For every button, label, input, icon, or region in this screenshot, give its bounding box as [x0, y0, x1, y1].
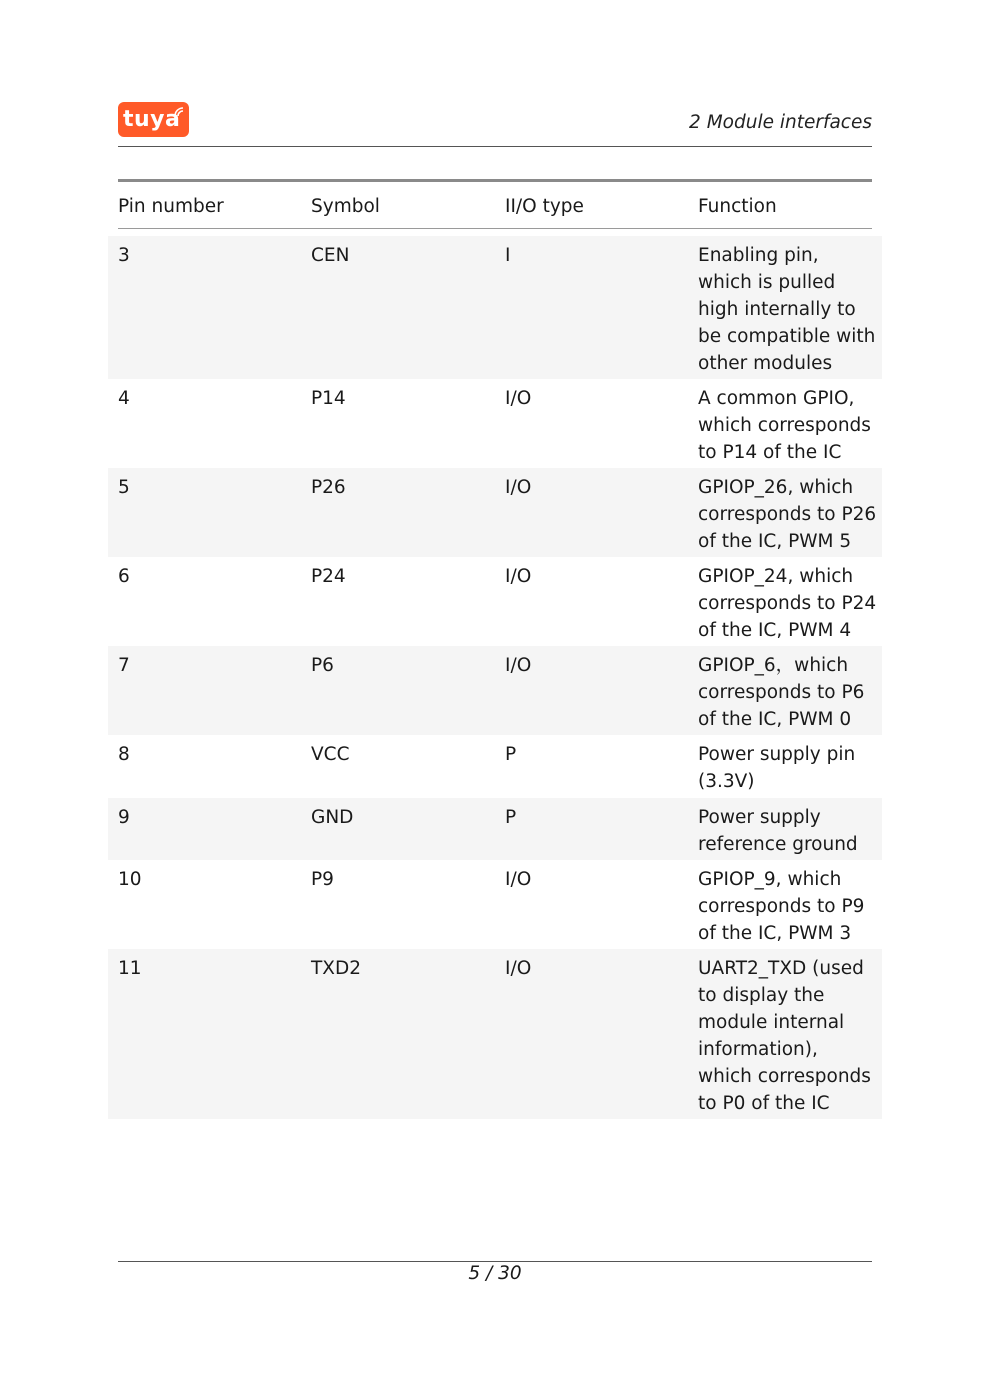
pin-cell: 10	[118, 869, 142, 890]
function-cell: A common GPIO, which corresponds to P14 of the IC	[698, 388, 871, 463]
pin-cell: 5	[118, 477, 130, 498]
io-type-cell: I/O	[505, 477, 532, 498]
pin-cell: 7	[118, 655, 130, 676]
table-row	[108, 949, 882, 1119]
table-row	[108, 798, 882, 860]
table-body	[108, 236, 882, 1119]
table-row	[108, 236, 882, 379]
column-header-io-type: II/O type	[505, 196, 584, 217]
pin-cell: 8	[118, 744, 130, 765]
symbol-cell: VCC	[311, 744, 350, 765]
symbol-cell: TXD2	[311, 958, 361, 979]
table-row	[108, 557, 882, 646]
symbol-cell: P14	[311, 388, 346, 409]
footer-rule	[118, 1261, 872, 1262]
io-type-cell: I/O	[505, 958, 532, 979]
io-type-cell: P	[505, 744, 517, 765]
symbol-cell: P9	[311, 869, 334, 890]
io-type-cell: I	[505, 245, 511, 266]
table-row	[108, 646, 882, 735]
logo-text: tuya	[123, 107, 181, 132]
function-cell: GPIOP_26, which corresponds to P26 of the IC, PWM 5	[698, 477, 877, 552]
symbol-cell: P6	[311, 655, 334, 676]
pin-cell: 9	[118, 807, 130, 828]
function-cell: Power supply pin (3.3V)	[698, 744, 856, 792]
pin-cell: 11	[118, 958, 142, 979]
function-cell: UART2_TXD (used to display the module internal information), which corresponds to P0 of the IC	[698, 958, 871, 1114]
io-type-cell: P	[505, 807, 517, 828]
function-cell: Power supply reference ground	[698, 807, 858, 855]
symbol-cell: P26	[311, 477, 346, 498]
wifi-icon	[173, 106, 185, 118]
pin-cell: 6	[118, 566, 130, 587]
page-header	[118, 100, 872, 147]
table-row	[108, 468, 882, 557]
pin-cell: 3	[118, 245, 130, 266]
column-header-symbol: Symbol	[311, 196, 380, 217]
symbol-cell: CEN	[311, 245, 350, 266]
table-header	[118, 182, 872, 229]
table-row	[108, 860, 882, 949]
io-type-cell: I/O	[505, 388, 532, 409]
symbol-cell: GND	[311, 807, 354, 828]
function-cell: GPIOP_9, which corresponds to P9 of the IC, PWM 3	[698, 869, 865, 944]
column-header-function: Function	[698, 196, 777, 217]
io-type-cell: I/O	[505, 655, 532, 676]
section-title: 2 Module interfaces	[689, 112, 872, 133]
function-cell: Enabling pin, which is pulled high internally to be compatible with other modules	[698, 245, 876, 374]
function-cell: GPIOP_24, which corresponds to P24 of the IC, PWM 4	[698, 566, 877, 641]
page-number: 5 / 30	[468, 1263, 522, 1284]
pin-cell: 4	[118, 388, 130, 409]
io-type-cell: I/O	[505, 869, 532, 890]
table-row	[108, 735, 882, 798]
table-row	[108, 379, 882, 468]
function-cell: GPIOP_6，which corresponds to P6 of the IC, PWM 0	[698, 655, 865, 730]
symbol-cell: P24	[311, 566, 346, 587]
column-header-pin: Pin number	[118, 196, 224, 217]
io-type-cell: I/O	[505, 566, 532, 587]
tuya-logo	[118, 102, 189, 137]
